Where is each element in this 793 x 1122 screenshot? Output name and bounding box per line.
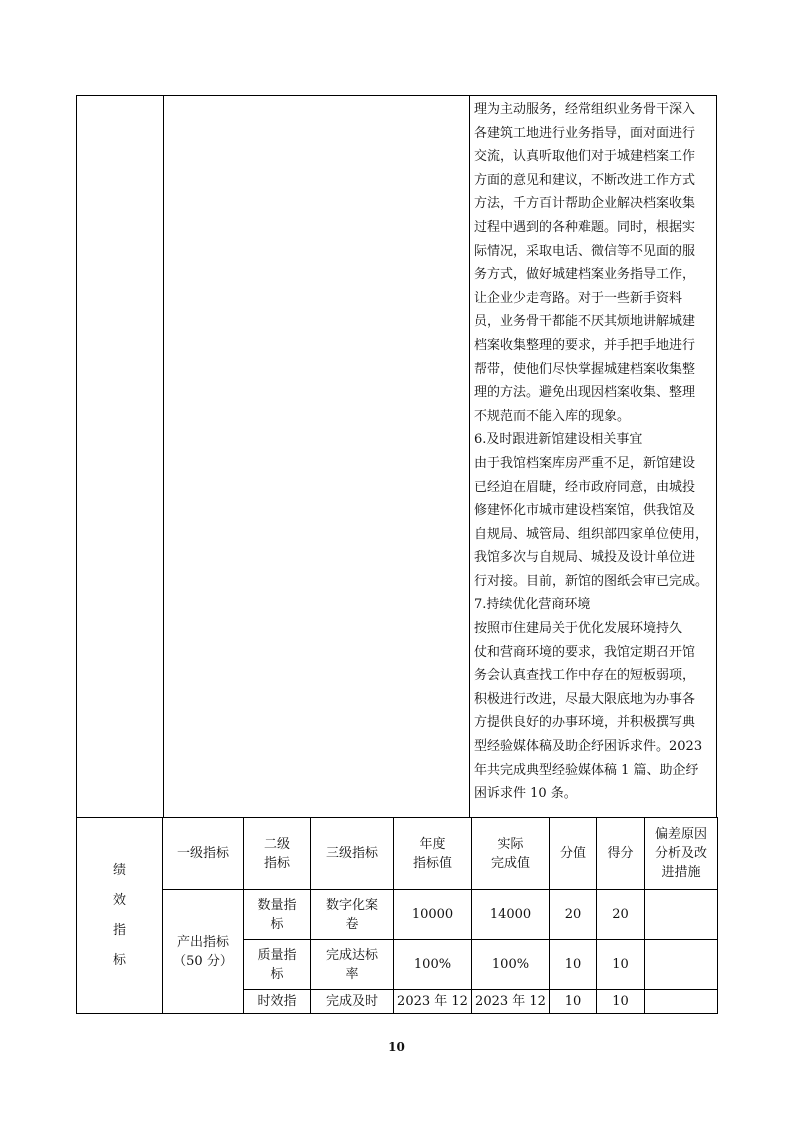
header-level1: 一级指标 <box>163 818 244 890</box>
header-line: 二级 <box>263 836 290 852</box>
level3-cell <box>311 890 394 940</box>
section-label-char: 指 <box>112 922 126 938</box>
continued-table-block <box>76 95 717 817</box>
text-line: 务方式，做好城建档案业务指导工作， <box>474 267 696 283</box>
text-line: 我馆多次与自规局、城投及设计单位进 <box>474 550 696 566</box>
deviation-cell <box>645 890 718 940</box>
text-line: 困诉求件 10 条。 <box>474 786 577 802</box>
header-line: 年度 <box>419 836 446 852</box>
group-line: 产出指标 <box>176 934 229 950</box>
section-heading: 6.及时跟进新馆建设相关事宜 <box>474 432 643 448</box>
text-line: 让企业少走弯路。对于一些新手资料 <box>474 290 683 306</box>
text-line: 型经验媒体稿及助企纾困诉求件。2023 <box>474 739 703 755</box>
cell-line: 标 <box>270 966 284 982</box>
text-line: 过程中遇到的各种难题。同时，根据实 <box>474 219 696 235</box>
cell-line: 质量指 <box>257 947 297 963</box>
text-line: 档案收集整理的要求，并手把手地进行 <box>474 337 696 353</box>
header-score: 分值 <box>550 818 597 890</box>
text-line: 务会认真查找工作中存在的短板弱项， <box>474 668 696 684</box>
text-line: 不规范而不能入库的现象。 <box>474 408 631 424</box>
output-indicator-group <box>163 890 244 1014</box>
header-line: 指标值 <box>412 855 452 871</box>
section-label-char: 绩 <box>112 862 126 878</box>
text-line: 仗和营商环境的要求，我馆定期召开馆 <box>474 644 696 660</box>
target-cell: 100% <box>394 940 472 990</box>
text-line: 按照市住建局关于优化发展环境持久 <box>474 621 683 637</box>
text-line: 各建筑工地进行业务指导，面对面进行 <box>474 125 696 141</box>
group-line: （50 分） <box>173 953 233 969</box>
text-line: 交流，认真听取他们对于城建档案工作 <box>474 149 696 165</box>
header-line: 指标 <box>263 855 290 871</box>
table-header-row <box>77 818 718 890</box>
section-label-cell <box>77 818 163 1014</box>
actual-cell: 2023 年 12 <box>472 990 550 1014</box>
text-line: 自规局、城管局、组织部四家单位使用， <box>474 526 709 542</box>
score-cell: 20 <box>550 890 597 940</box>
column-divider <box>163 96 164 817</box>
text-line: 已经迫在眉睫，经市政府同意，由城投 <box>474 479 696 495</box>
text-line: 由于我馆档案库房严重不足，新馆建设 <box>474 455 696 471</box>
header-target <box>394 818 472 890</box>
got-cell: 10 <box>597 940 645 990</box>
actual-cell: 100% <box>472 940 550 990</box>
level2-cell: 时效指 <box>244 990 311 1014</box>
header-level3: 三级指标 <box>311 818 394 890</box>
text-line: 行对接。目前，新馆的图纸会审已完成。 <box>474 573 709 589</box>
text-line: 积极进行改进，尽最大限底地为办事各 <box>474 691 696 707</box>
deviation-cell <box>645 940 718 990</box>
target-cell: 2023 年 12 <box>394 990 472 1014</box>
header-line: 实际 <box>497 836 524 852</box>
section-label-char: 效 <box>112 892 126 908</box>
column-divider <box>469 96 470 817</box>
score-cell: 10 <box>550 990 597 1014</box>
level2-cell <box>244 890 311 940</box>
table-row <box>77 890 718 940</box>
performance-indicator-table <box>76 817 718 1014</box>
text-line: 员，业务骨干都能不厌其烦地讲解城建 <box>474 314 696 330</box>
header-level2 <box>244 818 311 890</box>
deviation-cell <box>645 990 718 1014</box>
actual-cell: 14000 <box>472 890 550 940</box>
text-line: 方提供良好的办事环境，并积极撰写典 <box>474 715 696 731</box>
level2-cell <box>244 940 311 990</box>
text-line: 方法，千方百计帮助企业解决档案收集 <box>474 196 696 212</box>
header-line: 分析及改 <box>654 846 707 861</box>
header-deviation <box>645 818 718 890</box>
cell-line: 率 <box>345 966 359 982</box>
header-line: 进措施 <box>661 865 701 880</box>
got-cell: 10 <box>597 990 645 1014</box>
text-line: 帮带，使他们尽快掌握城建档案收集整 <box>474 361 696 377</box>
header-line: 完成值 <box>490 855 530 871</box>
header-got: 得分 <box>597 818 645 890</box>
page-number: 10 <box>388 1040 405 1054</box>
text-line: 理的方法。避免出现因档案收集、整理 <box>474 385 696 401</box>
got-cell: 20 <box>597 890 645 940</box>
score-cell: 10 <box>550 940 597 990</box>
section-label-char: 标 <box>112 952 126 968</box>
text-line: 际情况，采取电话、微信等不见面的服 <box>474 243 696 259</box>
header-line: 偏差原因 <box>654 827 707 842</box>
cell-line: 卷 <box>345 916 359 932</box>
section-heading: 7.持续优化营商环境 <box>474 597 591 613</box>
cell-line: 完成达标 <box>325 947 378 963</box>
text-line: 方面的意见和建议，不断改进工作方式 <box>474 172 696 188</box>
cell-line: 数量指 <box>257 897 297 913</box>
target-cell: 10000 <box>394 890 472 940</box>
header-actual <box>472 818 550 890</box>
text-line: 修建怀化市城市建设档案馆，供我馆及 <box>474 503 696 519</box>
text-line: 理为主动服务，经常组织业务骨干深入 <box>474 102 696 117</box>
text-line: 年共完成典型经验媒体稿 1 篇、助企纾 <box>474 762 699 778</box>
level3-cell <box>311 940 394 990</box>
cell-line: 标 <box>270 916 284 932</box>
cell-line: 数字化案 <box>325 897 378 913</box>
level3-cell: 完成及时 <box>311 990 394 1014</box>
work-description-text <box>474 98 714 806</box>
